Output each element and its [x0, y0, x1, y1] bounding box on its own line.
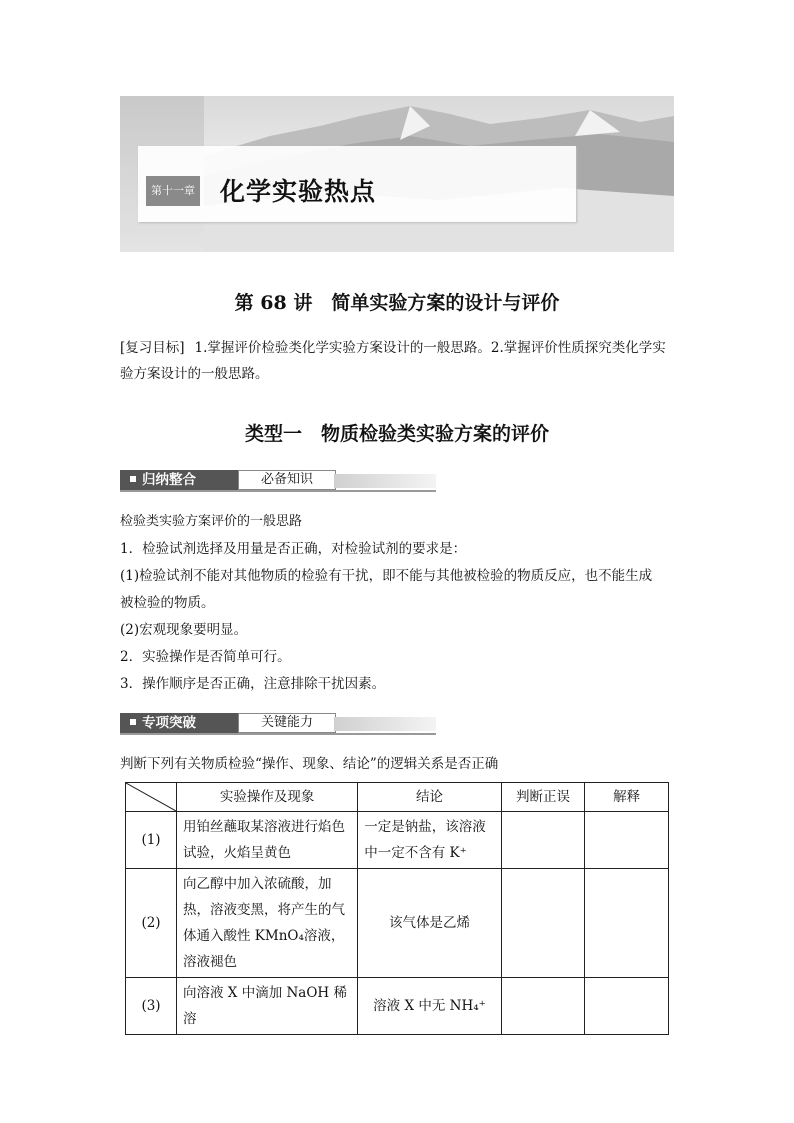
- chapter-tag: 第十一章: [146, 176, 200, 206]
- section-underline: [120, 490, 436, 492]
- knowledge-line-2a: (1)检验试剂不能对其他物质的检验有干扰，即不能与其他被检验的物质反应，也不能生成: [120, 568, 653, 584]
- row-number: (3): [126, 978, 177, 1035]
- knowledge-line-3: (2)宏观现象要明显。: [120, 622, 248, 638]
- table-row: [126, 978, 669, 1035]
- knowledge-line-5: 3．操作顺序是否正确，注意排除干扰因素。: [120, 676, 386, 692]
- table-header-row: [126, 783, 669, 812]
- row-judgement[interactable]: [501, 812, 585, 869]
- diagonal-header-cell: [126, 783, 177, 812]
- section-bar-fade: [334, 474, 436, 488]
- section-bar-fade: [334, 717, 436, 731]
- judgement-table: [125, 782, 669, 1035]
- row-judgement[interactable]: [501, 869, 585, 978]
- row-judgement[interactable]: [501, 978, 585, 1035]
- goals-label: [复习目标]: [120, 340, 185, 356]
- knowledge-heading: 检验类实验方案评价的一般思路: [120, 514, 303, 529]
- table-row: [126, 812, 669, 869]
- section-subtag: 关键能力: [238, 713, 336, 733]
- row-conclusion: 一定是钠盐，该溶液中一定不含有 K⁺: [358, 812, 501, 869]
- section-bar-summary: [120, 468, 436, 492]
- chapter-title: 化学实验热点: [220, 177, 377, 206]
- section-tag: 归纳整合: [120, 470, 238, 490]
- goals-text: 1.掌握评价检验类化学实验方案设计的一般思路。2.掌握评价性质探究类化学实验方案设计的一般思路。: [120, 340, 666, 382]
- section-bar-practice: [120, 711, 436, 735]
- header-explanation: 解释: [585, 783, 669, 812]
- row-number: (1): [126, 812, 177, 869]
- row-conclusion: 溶液 X 中无 NH₄⁺: [358, 978, 501, 1035]
- row-operation: 向溶液 X 中滴加 NaOH 稀溶: [177, 978, 358, 1035]
- row-explanation[interactable]: [585, 978, 669, 1035]
- section-underline: [120, 733, 436, 735]
- knowledge-line-2b: 被检验的物质。: [120, 595, 215, 611]
- row-explanation[interactable]: [585, 869, 669, 978]
- type-title: 类型一 物质检验类实验方案的评价: [244, 423, 549, 445]
- header-conclusion: 结论: [358, 783, 501, 812]
- row-operation: 用铂丝蘸取某溶液进行焰色试验，火焰呈黄色: [177, 812, 358, 869]
- row-number: (2): [126, 869, 177, 978]
- row-operation: 向乙醇中加入浓硫酸，加热，溶液变黑，将产生的气体通入酸性 KMnO₄溶液，溶液褪色: [177, 869, 358, 978]
- knowledge-line-1: 1．检验试剂选择及用量是否正确，对检验试剂的要求是：: [120, 541, 467, 557]
- header-operation: 实验操作及现象: [177, 783, 358, 812]
- section-tag: 专项突破: [120, 713, 238, 733]
- row-conclusion: 该气体是乙烯: [358, 869, 501, 978]
- knowledge-line-4: 2．实验操作是否简单可行。: [120, 649, 291, 665]
- question-text: 判断下列有关物质检验“操作、现象、结论”的逻辑关系是否正确: [120, 756, 499, 772]
- row-explanation[interactable]: [585, 812, 669, 869]
- header-judgement: 判断正误: [501, 783, 585, 812]
- lecture-title: 第 68 讲 简单实验方案的设计与评价: [234, 292, 560, 314]
- review-goals: [120, 335, 676, 387]
- section-subtag: 必备知识: [238, 470, 336, 490]
- table-row: [126, 869, 669, 978]
